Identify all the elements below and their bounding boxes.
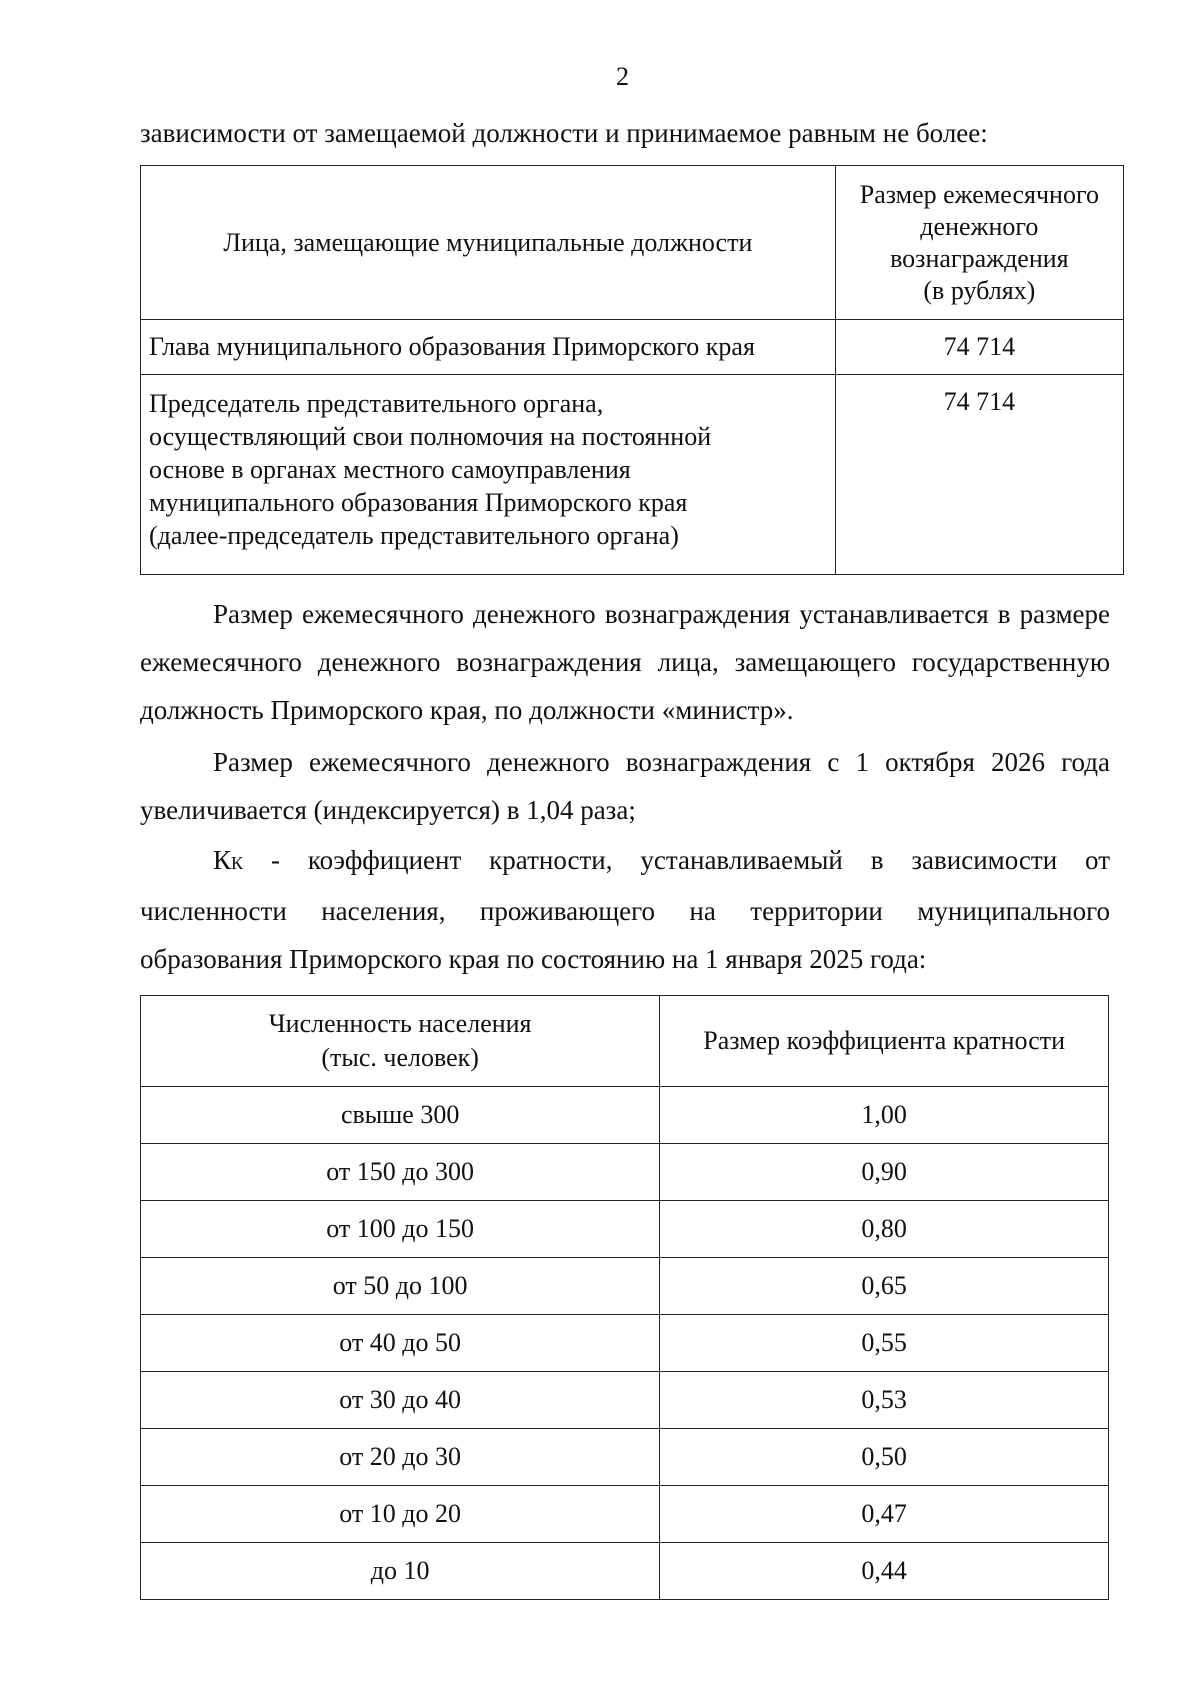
population-range: от 10 до 20 — [141, 1486, 660, 1543]
table-row — [141, 1429, 1109, 1486]
positions-header-col2-line: (в рублях) — [923, 275, 1036, 305]
position-name-line: муниципального образования Приморского края — [149, 488, 688, 517]
position-name-line: осуществляющий свои полномочия на постоянной — [149, 422, 712, 451]
page-number: 2 — [616, 62, 629, 91]
coefficient-symbol: К — [213, 845, 232, 875]
positions-header-col2-line: Размер ежемесячного — [859, 179, 1099, 209]
paragraph-coefficient — [140, 836, 1110, 983]
paragraph-text: Размер ежемесячного денежного вознаграждения с 1 октября 2026 года увеличивается (индексируется) в 1,04 раза; — [140, 747, 1110, 825]
table-row — [141, 1144, 1109, 1201]
paragraph-text: - коэффициент кратности, устанавливаемый в зависимости от численности населения, проживающего на территории муниципального образования Приморского края по состоянию на 1 января 2025 года: — [140, 845, 1110, 974]
table-row — [141, 320, 1124, 375]
position-name-line: (далее-председатель представительного органа) — [149, 521, 679, 550]
coefficient-header-col2: Размер коэффициента кратности — [660, 996, 1109, 1087]
position-name-line: основе в органах местного самоуправления — [149, 455, 631, 484]
coefficient-header-col1-line: Численность населения — [268, 1009, 532, 1038]
coefficient-symbol-subscript: К — [231, 853, 244, 873]
positions-header-col2-line: вознаграждения — [890, 243, 1069, 273]
coefficient-value: 0,90 — [660, 1144, 1109, 1201]
table-row — [141, 1372, 1109, 1429]
coefficient-value: 0,44 — [660, 1543, 1109, 1600]
coefficient-header-col1 — [141, 996, 660, 1087]
population-range: до 10 — [141, 1543, 660, 1600]
coefficient-value: 0,80 — [660, 1201, 1109, 1258]
position-name: Глава муниципального образования Приморского края — [141, 320, 836, 375]
population-range: от 100 до 150 — [141, 1201, 660, 1258]
positions-header-col1: Лица, замещающие муниципальные должности — [141, 166, 836, 320]
coefficient-value: 0,50 — [660, 1429, 1109, 1486]
position-salary: 74 714 — [835, 320, 1123, 375]
position-name — [141, 375, 836, 575]
position-salary: 74 714 — [835, 375, 1123, 575]
table-row — [141, 1258, 1109, 1315]
table-row — [141, 1315, 1109, 1372]
coefficient-value: 0,53 — [660, 1372, 1109, 1429]
position-name-line: Председатель представительного органа, — [149, 389, 604, 418]
paragraph-salary-basis — [140, 590, 1110, 734]
population-range: от 40 до 50 — [141, 1315, 660, 1372]
paragraph-text: Размер ежемесячного денежного вознаграждения устанавливается в размере ежемесячного денежного вознаграждения лица, замещающего государственную должность Приморского края, по должности «министр». — [140, 599, 1110, 725]
coefficient-value: 1,00 — [660, 1087, 1109, 1144]
paragraph-indexation — [140, 738, 1110, 834]
table-row — [141, 1201, 1109, 1258]
positions-header-col2-line: денежного — [920, 211, 1039, 241]
coefficient-value: 0,65 — [660, 1258, 1109, 1315]
population-range: от 150 до 300 — [141, 1144, 660, 1201]
positions-header-col2 — [835, 166, 1123, 320]
coefficient-table — [140, 995, 1109, 1600]
population-range: свыше 300 — [141, 1087, 660, 1144]
coefficient-table-header — [141, 996, 1109, 1087]
positions-table — [140, 165, 1124, 575]
population-range: от 20 до 30 — [141, 1429, 660, 1486]
positions-table-header — [141, 166, 1124, 320]
population-range: от 50 до 100 — [141, 1258, 660, 1315]
lead-text: зависимости от замещаемой должности и принимаемое равным не более: — [140, 118, 988, 148]
coefficient-value: 0,55 — [660, 1315, 1109, 1372]
population-range: от 30 до 40 — [141, 1372, 660, 1429]
coefficient-header-col1-line: (тыс. человек) — [321, 1043, 479, 1072]
coefficient-value: 0,47 — [660, 1486, 1109, 1543]
table-row — [141, 1486, 1109, 1543]
table-row — [141, 1087, 1109, 1144]
table-row — [141, 1543, 1109, 1600]
table-row — [141, 375, 1124, 575]
